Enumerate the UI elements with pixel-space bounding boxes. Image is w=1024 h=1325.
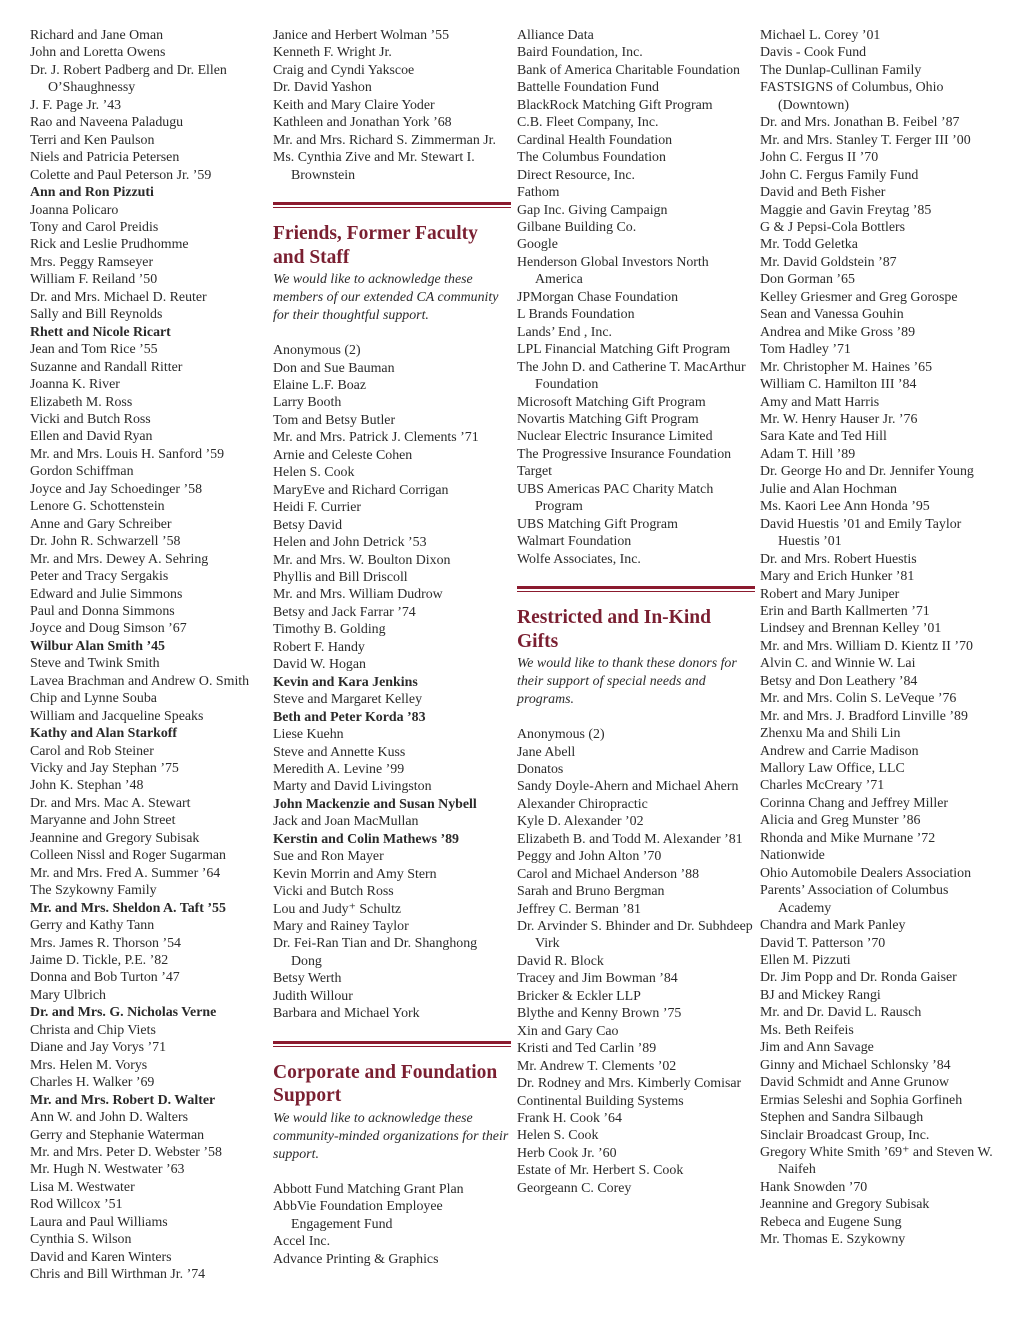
donor-entry: Sally and Bill Reynolds bbox=[30, 307, 163, 323]
donor-entry: Kenneth F. Wright Jr. bbox=[273, 45, 392, 61]
donor-entry: Colette and Paul Peterson Jr. ’59 bbox=[30, 167, 212, 183]
donor-entry: LPL Financial Matching Gift Program bbox=[517, 342, 731, 358]
donor-entry: Lisa M. Westwater bbox=[30, 1179, 135, 1195]
donor-entry: G & J Pepsi-Cola Bottlers bbox=[760, 219, 906, 235]
donor-entry: Marty and David Livingston bbox=[273, 779, 432, 795]
donor-entry: FASTSIGNS of Columbus, Ohio (Downtown) bbox=[760, 80, 944, 113]
donor-entry: Adam T. Hill ’89 bbox=[760, 446, 856, 462]
donor-entry: Mr. and Mrs. Robert D. Walter bbox=[30, 1092, 216, 1108]
donor-entry: L Brands Foundation bbox=[517, 307, 635, 323]
donor-entry: Mr. and Mrs. Patrick J. Clements ’71 bbox=[273, 430, 479, 446]
donor-entry: Richard and Jane Oman bbox=[30, 28, 164, 43]
donor-entry: Jane Abell bbox=[517, 744, 576, 760]
donor-entry: John and Loretta Owens bbox=[30, 45, 166, 61]
donor-entry: Zhenxu Ma and Shili Lin bbox=[760, 726, 901, 742]
donor-entry: Terri and Ken Paulson bbox=[30, 132, 155, 148]
donor-entry: Craig and Cyndi Yakscoe bbox=[273, 62, 415, 78]
donor-entry: Mr. and Dr. David L. Rausch bbox=[760, 1005, 922, 1021]
donor-entry: John K. Stephan ’48 bbox=[30, 778, 144, 794]
donor-entry: Lou and Judy⁺ Schultz bbox=[273, 901, 402, 917]
donor-entry: Direct Resource, Inc. bbox=[517, 167, 636, 183]
donor-entry: Dr. David Yashon bbox=[273, 80, 372, 96]
donor-entry: Gerry and Kathy Tann bbox=[30, 918, 155, 934]
donor-entry: Davis - Cook Fund bbox=[760, 45, 867, 61]
donor-entry: Mary and Rainey Taylor bbox=[273, 919, 409, 935]
donor-entry: The Szykowny Family bbox=[30, 883, 157, 899]
donor-entry: Dr. and Mrs. Robert Huestis bbox=[760, 551, 917, 567]
donor-entry: Kristi and Ted Carlin ’89 bbox=[517, 1041, 657, 1057]
donor-entry: Anne and Gary Schreiber bbox=[30, 516, 172, 532]
donor-entry: Edward and Julie Simmons bbox=[30, 586, 183, 602]
donor-entry: Mr. and Mrs. Stanley T. Ferger III ’00 bbox=[760, 132, 971, 148]
donor-entry: Heidi F. Currier bbox=[273, 500, 362, 516]
donor-entry: William and Jacqueline Speaks bbox=[30, 708, 204, 724]
donor-entry: Dr. and Mrs. G. Nicholas Verne bbox=[30, 1005, 217, 1021]
donor-entry: Laura and Paul Williams bbox=[30, 1214, 168, 1230]
donor-entry: Fathom bbox=[517, 185, 560, 201]
donor-entry: Cardinal Health Foundation bbox=[517, 132, 673, 148]
donor-entry: MaryEve and Richard Corrigan bbox=[273, 482, 449, 498]
section-divider bbox=[273, 1041, 511, 1047]
donor-entry: David R. Block bbox=[517, 953, 604, 969]
donor-entry: Jeannine and Gregory Subisak bbox=[760, 1197, 930, 1213]
donor-entry: AbbVie Foundation Employee Engagement Fund bbox=[273, 1199, 443, 1232]
column-1 bbox=[30, 27, 268, 1284]
donor-entry: The John D. and Catherine T. MacArthur Foundation bbox=[517, 359, 746, 393]
donor-entry: Continental Building Systems bbox=[517, 1093, 684, 1109]
donor-entry: Baird Foundation, Inc. bbox=[517, 45, 643, 61]
donor-entry: Mary and Erich Hunker ’81 bbox=[760, 569, 915, 585]
donor-entry: Judith Willour bbox=[273, 988, 353, 1004]
donor-entry: David Huestis ’01 and Emily Taylor Huestis ’01 bbox=[760, 516, 962, 550]
donor-entry: J. F. Page Jr. ’43 bbox=[30, 97, 122, 113]
donor-entry: Elizabeth M. Ross bbox=[30, 394, 133, 410]
donor-entry: Mr. and Mrs. Sheldon A. Taft ’55 bbox=[30, 900, 226, 916]
donor-entry: Helen S. Cook bbox=[273, 465, 355, 481]
donor-entry: Ohio Automobile Dealers Association bbox=[760, 865, 972, 881]
donor-entry: William C. Hamilton III ’84 bbox=[760, 377, 917, 393]
donor-entry: Lenore G. Schottenstein bbox=[30, 499, 165, 515]
donor-entry: Mr. and Mrs. Richard S. Zimmerman Jr. bbox=[273, 132, 496, 148]
section-header bbox=[273, 184, 511, 325]
donor-entry: Ermias Seleshi and Sophia Gorfineh bbox=[760, 1092, 963, 1108]
donor-entry: Amy and Matt Harris bbox=[760, 394, 880, 410]
donor-entry: Hank Snowden ’70 bbox=[760, 1179, 868, 1195]
donor-entry: Sinclair Broadcast Group, Inc. bbox=[760, 1127, 930, 1143]
donor-entry: Corinna Chang and Jeffrey Miller bbox=[760, 795, 948, 811]
donor-entry: Novartis Matching Gift Program bbox=[517, 411, 699, 427]
donor-entry: Rebeca and Eugene Sung bbox=[760, 1214, 902, 1230]
donor-entry: Dr. and Mrs. Jonathan B. Feibel ’87 bbox=[760, 115, 960, 131]
donor-entry: Nuclear Electric Insurance Limited bbox=[517, 429, 713, 445]
donor-entry: Andrew and Carrie Madison bbox=[760, 743, 919, 759]
donor-entry: Bricker & Eckler LLP bbox=[517, 988, 641, 1004]
section-description: We would like to acknowledge these community-minded organizations for their support. bbox=[273, 1110, 509, 1162]
donor-entry: The Progressive Insurance Foundation bbox=[517, 446, 732, 462]
donor-entry: Mr. Todd Geletka bbox=[760, 237, 858, 253]
donor-entry: Peter and Tracy Sergakis bbox=[30, 569, 169, 585]
column-3 bbox=[517, 27, 755, 1197]
donor-entry: Alexander Chiropractic bbox=[517, 796, 648, 812]
donor-entry: Sara Kate and Ted Hill bbox=[760, 429, 887, 445]
donor-entry: Robert F. Handy bbox=[273, 639, 365, 655]
donor-entry: JPMorgan Chase Foundation bbox=[517, 289, 679, 305]
donor-entry: Helen and John Detrick ’53 bbox=[273, 535, 427, 551]
donor-entry: Niels and Patricia Petersen bbox=[30, 150, 180, 166]
donor-entry: Donatos bbox=[517, 761, 564, 777]
section-description: We would like to thank these donors for their support of special needs and programs. bbox=[517, 656, 737, 708]
donor-entry: Tracey and Jim Bowman ’84 bbox=[517, 971, 678, 987]
donor-entry: Kevin and Kara Jenkins bbox=[273, 674, 418, 690]
donor-entry: Gregory White Smith ’69⁺ and Steven W. Naifeh bbox=[760, 1145, 993, 1178]
donor-entry: Vicki and Butch Ross bbox=[273, 884, 394, 900]
donor-entry: Elaine L.F. Boaz bbox=[273, 377, 367, 393]
donor-entry: John C. Fergus Family Fund bbox=[760, 167, 919, 183]
donor-entry: Dr. George Ho and Dr. Jennifer Young bbox=[760, 464, 974, 480]
donor-entry: Chandra and Mark Panley bbox=[760, 918, 906, 934]
donor-entry: Diane and Jay Vorys ’71 bbox=[30, 1040, 167, 1056]
donor-entry: Betsy and Jack Farrar ’74 bbox=[273, 604, 416, 620]
donor-entry: Suzanne and Randall Ritter bbox=[30, 359, 183, 375]
donor-entry: Abbott Fund Matching Grant Plan bbox=[273, 1181, 464, 1197]
donor-entry: Dr. and Mrs. Michael D. Reuter bbox=[30, 289, 207, 305]
donor-entry: Steve and Annette Kuss bbox=[273, 744, 406, 760]
section-title: Friends, Former Faculty and Staff bbox=[273, 223, 478, 268]
donor-entry: Mr. and Mrs. Colin S. LeVeque ’76 bbox=[760, 691, 957, 707]
donor-entry: Accel Inc. bbox=[273, 1234, 331, 1250]
donor-entry: Dr. and Mrs. Mac A. Stewart bbox=[30, 795, 191, 811]
donor-entry: Sarah and Bruno Bergman bbox=[517, 884, 665, 900]
donor-entry: Rick and Leslie Prudhomme bbox=[30, 237, 189, 253]
donor-entry: Rao and Naveena Paladugu bbox=[30, 115, 184, 131]
donor-entry: Janice and Herbert Wolman ’55 bbox=[273, 28, 450, 43]
donor-entry: Sean and Vanessa Gouhin bbox=[760, 307, 904, 323]
donor-entry: Mr. Andrew T. Clements ’02 bbox=[517, 1058, 677, 1074]
donor-entry: Carol and Rob Steiner bbox=[30, 743, 154, 759]
donor-entry: Betsy and Don Leathery ’84 bbox=[760, 673, 918, 689]
donor-entry: Mr. and Mrs. William Dudrow bbox=[273, 587, 443, 603]
donor-entry: Kyle D. Alexander ’02 bbox=[517, 814, 644, 830]
donor-entry: Erin and Barth Kallmerten ’71 bbox=[760, 603, 930, 619]
section-spacer bbox=[273, 1023, 511, 1037]
donor-entry: Mrs. Helen M. Vorys bbox=[30, 1057, 148, 1073]
donor-entry: Ann W. and John D. Walters bbox=[30, 1110, 188, 1126]
donor-entry: Beth and Peter Korda ’83 bbox=[273, 709, 426, 725]
section-spacer bbox=[517, 568, 755, 582]
donor-entry: UBS Matching Gift Program bbox=[517, 516, 678, 532]
donor-entry: Mr. David Goldstein ’87 bbox=[760, 254, 897, 270]
donor-entry: Mr. and Mrs. Louis H. Sanford ’59 bbox=[30, 446, 225, 462]
donor-entry: Mr. and Mrs. J. Bradford Linville ’89 bbox=[760, 708, 968, 724]
donor-entry: Alliance Data bbox=[517, 28, 594, 43]
section-divider bbox=[273, 202, 511, 208]
donor-entry: Charles McCreary ’71 bbox=[760, 778, 885, 794]
donor-entry: Kevin Morrin and Amy Stern bbox=[273, 866, 437, 882]
donor-entry: Target bbox=[517, 464, 553, 480]
donor-entry: William F. Reiland ’50 bbox=[30, 272, 158, 288]
donor-entry: Paul and Donna Simmons bbox=[30, 603, 175, 619]
donor-entry: Jeannine and Gregory Subisak bbox=[30, 830, 200, 846]
donor-entry: Joyce and Jay Schoedinger ’58 bbox=[30, 481, 203, 497]
donor-entry: Mr. and Mrs. W. Boulton Dixon bbox=[273, 552, 451, 568]
donor-entry: David Schmidt and Anne Grunow bbox=[760, 1075, 950, 1091]
donor-entry: The Columbus Foundation bbox=[517, 150, 666, 166]
donor-entry: Alvin C. and Winnie W. Lai bbox=[760, 656, 916, 672]
donor-entry: The Dunlap-Cullinan Family bbox=[760, 62, 922, 78]
donor-entry: Dr. John R. Schwarzell ’58 bbox=[30, 534, 181, 550]
donor-entry: John Mackenzie and Susan Nybell bbox=[273, 796, 477, 812]
section-title: Corporate and Foundation Support bbox=[273, 1061, 498, 1107]
donor-entry: David and Beth Fisher bbox=[760, 185, 886, 201]
donor-entry: Frank H. Cook ’64 bbox=[517, 1111, 622, 1127]
donor-entry: Gap Inc. Giving Campaign bbox=[517, 202, 668, 218]
donor-entry: Kathy and Alan Starkoff bbox=[30, 726, 178, 742]
donor-entry: Wilbur Alan Smith ’45 bbox=[30, 638, 165, 654]
donor-entry: Gilbane Building Co. bbox=[517, 219, 637, 235]
donor-entry: Tom and Betsy Butler bbox=[273, 412, 396, 428]
section-header bbox=[517, 568, 755, 709]
donor-entry: Mary Ulbrich bbox=[30, 987, 106, 1003]
column-2 bbox=[273, 27, 511, 1268]
donor-entry: Chip and Lynne Souba bbox=[30, 691, 157, 707]
donor-entry: Don Gorman ’65 bbox=[760, 272, 855, 288]
donor-entry: Peggy and John Alton ’70 bbox=[517, 849, 662, 865]
donor-entry: David T. Patterson ’70 bbox=[760, 935, 886, 951]
donor-entry: Lavea Brachman and Andrew O. Smith bbox=[30, 673, 250, 689]
donor-entry: Tom Hadley ’71 bbox=[760, 342, 851, 358]
donor-entry: Mr. and Mrs. William D. Kientz II ’70 bbox=[760, 638, 973, 654]
donor-entry: David and Karen Winters bbox=[30, 1249, 172, 1265]
donor-entry: Mrs. James R. Thorson ’54 bbox=[30, 935, 181, 951]
donor-entry: Keith and Mary Claire Yoder bbox=[273, 97, 435, 113]
donor-entry: Dr. Fei-Ran Tian and Dr. Shanghong Dong bbox=[273, 936, 478, 969]
donor-entry: BJ and Mickey Rangi bbox=[760, 987, 881, 1003]
donor-entry: Sue and Ron Mayer bbox=[273, 849, 384, 865]
donor-entry: Mr. W. Henry Hauser Jr. ’76 bbox=[760, 411, 918, 427]
donor-entry: Betsy Werth bbox=[273, 971, 342, 987]
section-header bbox=[273, 1023, 511, 1164]
donor-entry: Sandy Doyle-Ahern and Michael Ahern bbox=[517, 779, 739, 795]
donor-entry: Lands’ End , Inc. bbox=[517, 324, 613, 340]
donor-entry: Charles H. Walker ’69 bbox=[30, 1075, 155, 1091]
donor-entry: Tony and Carol Preidis bbox=[30, 219, 159, 235]
donor-entry: Kerstin and Colin Mathews ’89 bbox=[273, 831, 459, 847]
donor-entry: Meredith A. Levine ’99 bbox=[273, 761, 405, 777]
donor-entry: Bank of America Charitable Foundation bbox=[517, 62, 740, 78]
section-spacer bbox=[273, 184, 511, 198]
section-description: We would like to acknowledge these members of our extended CA community for their thoughtful support. bbox=[273, 272, 499, 324]
donor-entry: Microsoft Matching Gift Program bbox=[517, 394, 706, 410]
donor-entry: Arnie and Celeste Cohen bbox=[273, 447, 413, 463]
donor-entry: Robert and Mary Juniper bbox=[760, 586, 900, 602]
donor-entry: Mrs. Peggy Ramseyer bbox=[30, 254, 154, 270]
donor-entry: Joyce and Doug Simson ’67 bbox=[30, 621, 187, 637]
donor-entry: Google bbox=[517, 237, 558, 253]
donor-entry: Mr. and Mrs. Dewey A. Sehring bbox=[30, 551, 209, 567]
donor-entry: Dr. Jim Popp and Dr. Ronda Gaiser bbox=[760, 970, 957, 986]
donor-entry: Mr. Hugh N. Westwater ’63 bbox=[30, 1162, 185, 1178]
donor-entry: Gerry and Stephanie Waterman bbox=[30, 1127, 205, 1143]
donor-entry: Anonymous (2) bbox=[517, 727, 605, 743]
donor-entry: Michael L. Corey ’01 bbox=[760, 28, 881, 43]
donor-entry: Ms. Kaori Lee Ann Honda ’95 bbox=[760, 499, 930, 515]
donor-entry: Timothy B. Golding bbox=[273, 622, 386, 638]
donor-entry: Julie and Alan Hochman bbox=[760, 481, 897, 497]
donor-entry: Carol and Michael Anderson ’88 bbox=[517, 866, 700, 882]
donor-entry: Chris and Bill Wirthman Jr. ’74 bbox=[30, 1267, 206, 1283]
donor-entry: Georgeann C. Corey bbox=[517, 1180, 632, 1196]
donor-entry: Maryanne and John Street bbox=[30, 813, 176, 829]
donor-entry: Cynthia S. Wilson bbox=[30, 1232, 132, 1248]
donor-entry: David W. Hogan bbox=[273, 657, 366, 673]
donor-entry: Jack and Joan MacMullan bbox=[273, 814, 419, 830]
donor-entry: Liese Kuehn bbox=[273, 727, 344, 743]
donor-entry: Mr. and Mrs. Fred A. Summer ’64 bbox=[30, 865, 221, 881]
donor-entry: Jaime D. Tickle, P.E. ’82 bbox=[30, 953, 169, 969]
donor-entry: Herb Cook Jr. ’60 bbox=[517, 1145, 617, 1161]
donor-entry: Blythe and Kenny Brown ’75 bbox=[517, 1006, 682, 1022]
donor-entry: Rod Willcox ’51 bbox=[30, 1197, 123, 1213]
donor-entry: Kathleen and Jonathan York ’68 bbox=[273, 115, 452, 131]
donor-entry: Jeffrey C. Berman ’81 bbox=[517, 901, 641, 917]
donor-entry: Henderson Global Investors North America bbox=[517, 254, 709, 288]
donor-entry: BlackRock Matching Gift Program bbox=[517, 97, 713, 113]
donor-entry: Jim and Ann Savage bbox=[760, 1040, 874, 1056]
donor-entry: Anonymous (2) bbox=[273, 343, 361, 359]
donor-entry: Mr. Thomas E. Szykowny bbox=[760, 1232, 906, 1248]
donor-entry: Parents’ Association of Columbus Academy bbox=[760, 883, 949, 916]
donor-entry: Vicki and Butch Ross bbox=[30, 411, 151, 427]
section-divider bbox=[517, 586, 755, 592]
donor-entry: Ms. Beth Reifeis bbox=[760, 1022, 854, 1038]
section-title: Restricted and In-Kind Gifts bbox=[517, 607, 711, 652]
donor-entry: Maggie and Gavin Freytag ’85 bbox=[760, 202, 932, 218]
donor-entry: Nationwide bbox=[760, 848, 825, 864]
donor-entry: Andrea and Mike Gross ’89 bbox=[760, 324, 916, 340]
donor-entry: Rhett and Nicole Ricart bbox=[30, 324, 171, 340]
donor-entry: Joanna Policaro bbox=[30, 202, 119, 218]
donor-entry: Mr. and Mrs. Peter D. Webster ’58 bbox=[30, 1145, 222, 1160]
donor-entry: Phyllis and Bill Driscoll bbox=[273, 569, 408, 585]
donor-entry: Ms. Cynthia Zive and Mr. Stewart I. Brownstein bbox=[273, 150, 475, 183]
donor-entry: Advance Printing & Graphics bbox=[273, 1251, 439, 1267]
donor-entry: C.B. Fleet Company, Inc. bbox=[517, 115, 659, 131]
donor-entry: Steve and Twink Smith bbox=[30, 656, 160, 672]
donor-entry: Mallory Law Office, LLC bbox=[760, 761, 905, 777]
donor-entry: Donna and Bob Turton ’47 bbox=[30, 970, 180, 986]
donor-entry: Mr. Christopher M. Haines ’65 bbox=[760, 359, 933, 375]
donor-entry: Ginny and Michael Schlonsky ’84 bbox=[760, 1057, 951, 1073]
donor-entry: Wolfe Associates, Inc. bbox=[517, 551, 641, 567]
donor-entry: John C. Fergus II ’70 bbox=[760, 150, 879, 166]
donor-entry: Rhonda and Mike Murnane ’72 bbox=[760, 830, 936, 846]
donor-entry: Dr. Rodney and Mrs. Kimberly Comisar bbox=[517, 1076, 742, 1092]
donor-entry: Colleen Nissl and Roger Sugarman bbox=[30, 848, 226, 864]
donor-entry: Elizabeth B. and Todd M. Alexander ’81 bbox=[517, 831, 743, 847]
donor-entry: Helen S. Cook bbox=[517, 1128, 599, 1144]
donor-entry: Alicia and Greg Munster ’86 bbox=[760, 813, 921, 829]
donor-entry: Estate of Mr. Herbert S. Cook bbox=[517, 1163, 684, 1179]
donor-entry: Christa and Chip Viets bbox=[30, 1022, 156, 1038]
donor-entry: Xin and Gary Cao bbox=[517, 1023, 619, 1039]
donor-entry: Ellen and David Ryan bbox=[30, 429, 153, 445]
donor-entry: Don and Sue Bauman bbox=[273, 360, 395, 376]
donor-entry: Gordon Schiffman bbox=[30, 464, 134, 480]
donor-entry: Jean and Tom Rice ’55 bbox=[30, 342, 158, 358]
donor-entry: Lindsey and Brennan Kelley ’01 bbox=[760, 621, 942, 637]
donor-entry: UBS Americas PAC Charity Match Program bbox=[517, 481, 714, 515]
donor-entry: Barbara and Michael York bbox=[273, 1006, 420, 1022]
donor-entry: Kelley Griesmer and Greg Gorospe bbox=[760, 289, 958, 305]
column-4 bbox=[760, 27, 1000, 1249]
donor-entry: Dr. Arvinder S. Bhinder and Dr. Subhdeep Virk bbox=[517, 919, 753, 952]
donor-entry: Dr. J. Robert Padberg and Dr. Ellen O’Shaughnessy bbox=[30, 62, 227, 96]
donor-entry: Ann and Ron Pizzuti bbox=[30, 185, 154, 201]
donor-entry: Vicky and Jay Stephan ’75 bbox=[30, 761, 179, 777]
donor-entry: Ellen M. Pizzuti bbox=[760, 953, 851, 969]
donor-entry: Larry Booth bbox=[273, 395, 342, 411]
donor-entry: Stephen and Sandra Silbaugh bbox=[760, 1110, 924, 1126]
donor-entry: Walmart Foundation bbox=[517, 534, 632, 550]
donor-entry: Steve and Margaret Kelley bbox=[273, 692, 423, 708]
donor-entry: Joanna K. River bbox=[30, 377, 120, 393]
donor-entry: Battelle Foundation Fund bbox=[517, 80, 659, 96]
donor-entry: Betsy David bbox=[273, 517, 343, 533]
